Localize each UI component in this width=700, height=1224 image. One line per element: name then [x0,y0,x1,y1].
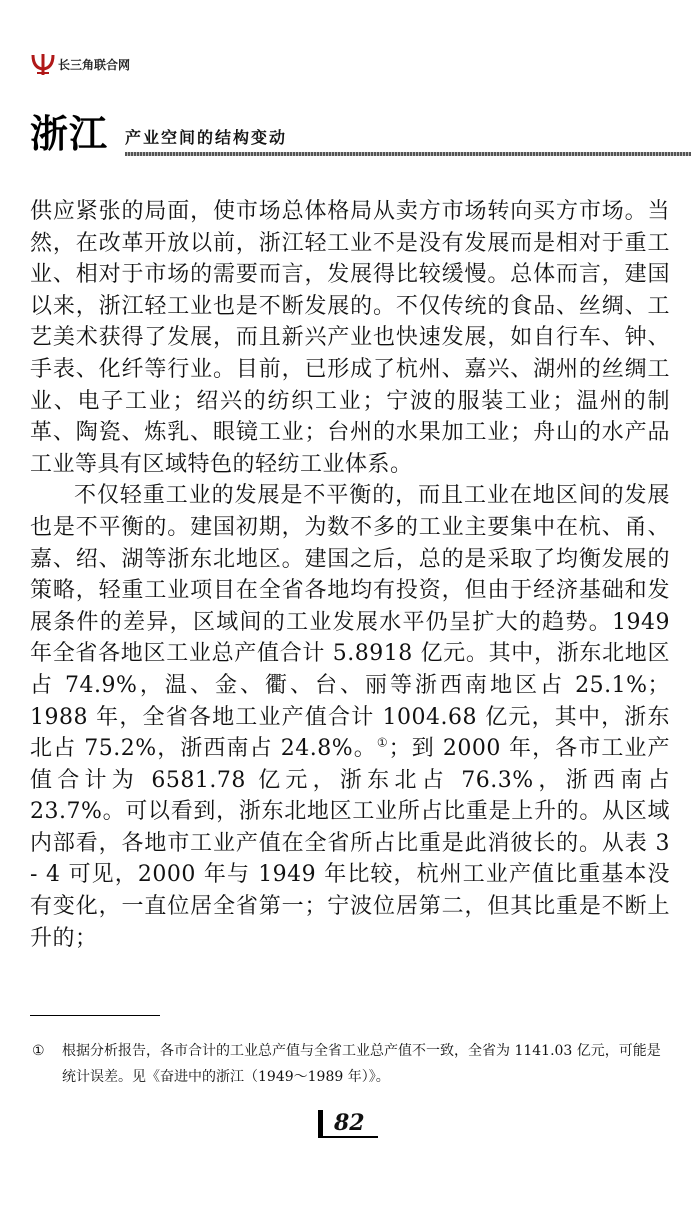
footnote-text: 根据分析报告，各市合计的工业总产值与全省工业总产值不一致，全省为 1141.03 亿元，可能是统计误差。见《奋进中的浙江（1949～1989 年）》。 [62,1043,661,1085]
paragraph [30,480,670,954]
logo-mark-icon [30,52,56,76]
paragraph: 供应紧张的局面，使市场总体格局从卖方市场转向买方市场。当然，在改革开放以前，浙江轻工业不是没有发展而是相对于重工业、相对于市场的需要而言，发展得比较缓慢。总体而言，建国以来，浙江轻工业也是不断发展的。不仅传统的食品、丝绸、工艺美术获得了发展，而且新兴产业也快速发展，如自行车、钟、手表、化纤等行业。目前，已形成了杭州、嘉兴、湖州的丝绸工业、电子工业；绍兴的纺织工业；宁波的服装工业；温州的制革、陶瓷、炼乳、眼镜工业；台州的水果加工业；舟山的水产品工业等具有区域特色的轻纺工业体系。 [30,199,670,477]
footnote-mark: ① [32,1043,45,1059]
chapter-subtitle: 产业空间的结构变动 [125,128,288,147]
footnote-reference: ① [376,735,389,750]
page-number-text: 82 [334,1110,365,1136]
footnote [32,1038,670,1090]
header-rule [125,152,691,156]
page-number-underline [318,1136,378,1138]
page-number-bar [318,1110,323,1136]
footnote-divider [30,1015,160,1016]
chapter-title: 浙江 [30,112,109,156]
paragraph-part: 不仅轻重工业的发展是不平衡的，而且工业在地区间的发展也是不平衡的。建国初期，为数不多的工业主要集中在杭、甬、嘉、绍、湖等浙东北地区。建国之后，总的是采取了均衡发展的策略，轻重工业项目在全省各地均有投资，但由于经济基础和发展条件的差异，区域间的工业发展水平仍呈扩大的趋势。1949 年全省各地区工业总产值合计 5.8918 亿元。其中，浙东北地区占 74.9%，温、金、衢、台、丽等浙西南地区占 25.1%；1988 年，全省各地工业产值合计 1004.68 亿元，其中，浙东北占 75.2%，浙西南占 24.8%。 [30,483,670,762]
paragraph-part: ；到 2000 年，各市工业产值合计为 6581.78 亿元，浙东北占 76.3%，浙西南占 23.7%。可以看到，浙东北地区工业所占比重是上升的。从区域内部看，各地市工业产值在全省所占比重是此消彼长的。从表 3 - 4 可见，2000 年与 1949 年比较，杭州工业产值比重基本没有变化，一直位居全省第一；宁波位居第二，但其比重是不断上升的； [30,736,671,951]
site-logo [30,52,130,76]
body-text [30,196,670,954]
chapter-header [30,112,690,160]
page-number [318,1110,388,1138]
logo-text: 长三角联合网 [58,57,131,72]
